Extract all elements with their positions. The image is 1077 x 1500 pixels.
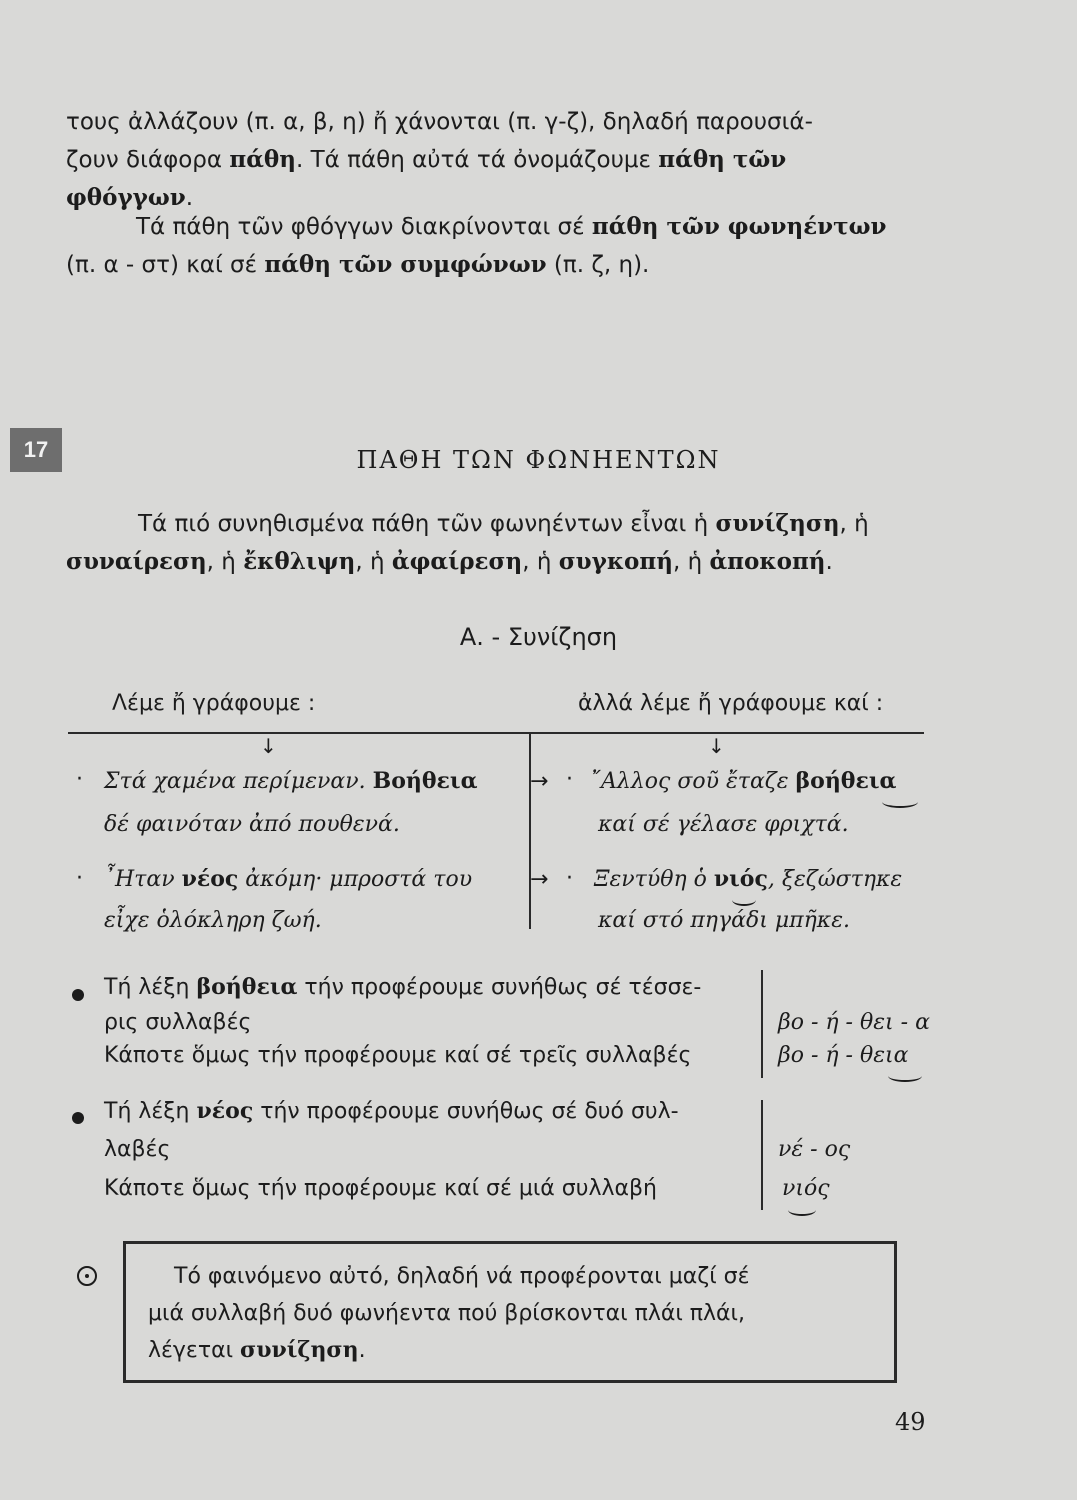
section-number-badge: 17: [10, 428, 62, 472]
row2-left-line1: ῏Ηταν νέος ἀκόμη· μπροστά του: [104, 866, 473, 892]
term-pathi-ton: πάθη τῶν: [658, 146, 787, 173]
row2-right-line1: Ξεντύθη ὁ νιός, ξεζώστηκε: [594, 866, 903, 892]
note1-divider: [761, 970, 763, 1078]
row2-left-line2: εἶχε ὁλόκληρη ζωή.: [104, 908, 322, 933]
note2-line2: λαβές: [104, 1137, 171, 1162]
table-divider: [68, 732, 924, 734]
note2-line1: Τή λέξη νέος τήν προφέρουμε συνήθως σέ δυό συλ-: [104, 1098, 679, 1124]
phenomena-paragraph: Τά πιό συνηθισμένα πάθη τῶν φωνηέντων εἶναι ἡ συνίζηση, ἡ συναίρεση, ἡ ἔκθλιψη, ἡ ἀφαίρεση, ἡ συγκοπή, ἡ ἀποκοπή.: [66, 510, 869, 575]
row1-left-line2: δέ φαινόταν ἀπό πουθενά.: [104, 812, 400, 837]
row1-right-line2: καί σέ γέλασε φριχτά.: [598, 812, 849, 837]
note1-syllables-four: βο - ή - θει - α: [778, 1010, 930, 1035]
word-voitheia-left: Βοήθεια: [372, 768, 478, 794]
rule-line-3: λέγεται συνίζηση.: [148, 1337, 366, 1363]
note1-line2: ρις συλλαβές: [104, 1010, 252, 1035]
bullet-icon: ·: [76, 767, 83, 792]
intro-paragraph-2: Τά πάθη τῶν φθόγγων διακρίνονται σέ πάθη τῶν φωνηέντων (π. α - στ) καί σέ πάθη τῶν συμφώνων (π. ζ, η).: [66, 213, 887, 278]
table-column-divider: [529, 733, 531, 929]
word-voitheia-note: βοήθεια: [196, 974, 298, 1000]
term-apokopi: ἀποκοπή: [709, 548, 826, 575]
table-left-header: Λέμε ἤ γράφουμε :: [112, 691, 316, 716]
rule-marker-icon: [77, 1266, 97, 1286]
bullet-icon: [72, 1112, 84, 1124]
synizesis-arc-mark: [888, 1070, 922, 1082]
term-pathi-symfonon: πάθη τῶν συμφώνων: [264, 251, 547, 278]
row1-left-line1: Στά χαμένα περίμεναν. Βοήθεια: [104, 768, 478, 794]
synizesis-arc-mark: [882, 796, 918, 808]
subsection-title: Α. - Συνίζηση: [459, 623, 618, 651]
note1-line3: Κάποτε ὅμως τήν προφέρουμε καί σέ τρεῖς συλλαβές: [104, 1043, 692, 1068]
term-synairesi: συναίρεση: [66, 548, 207, 575]
synizesis-arc-mark: [788, 1204, 816, 1216]
arrow-down-left-icon: ↓: [260, 734, 277, 758]
term-pathi-fonienton: πάθη τῶν φωνηέντων: [591, 213, 887, 240]
word-neos-note: νέος: [196, 1098, 254, 1124]
note2-syllables-one: νιός: [782, 1176, 830, 1201]
table-right-header: ἀλλά λέμε ἤ γράφουμε καί :: [578, 691, 884, 716]
arrow-down-right-icon: ↓: [708, 734, 725, 758]
word-voitheia-right: βοήθεια: [795, 768, 897, 794]
page-number: 49: [895, 1408, 926, 1436]
section-title: ΠΑΘΗ ΤΩΝ ΦΩΝΗΕΝΤΩΝ: [356, 446, 721, 474]
note2-divider: [761, 1100, 763, 1210]
bullet-icon: ·: [76, 866, 83, 891]
note2-line3: Κάποτε ὅμως τήν προφέρουμε καί σέ μιά συλλαβή: [104, 1176, 657, 1201]
row1-right-line1: ῎Αλλος σοῦ ἔταζε βοήθεια: [590, 768, 897, 794]
term-sygkopi: συγκοπή: [558, 548, 673, 575]
intro-line-1: τους ἀλλάζουν (π. α, β, η) ἤ χάνονται (π. γ-ζ), δηλαδή παρουσιά-: [66, 109, 813, 135]
term-synizisi: συνίζηση: [715, 510, 840, 537]
rule-line-1: Τό φαινόμενο αὐτό, δηλαδή νά προφέρονται μαζί σέ: [174, 1264, 750, 1289]
arrow-right-icon: →: [530, 867, 549, 892]
bullet-icon: ·: [566, 767, 573, 792]
word-nios: νιός: [713, 866, 768, 892]
term-ekthlipsi: ἔκθλιψη: [243, 548, 356, 575]
term-fthoggon: φθόγγων: [66, 184, 186, 211]
synizesis-arc-mark: [732, 894, 756, 906]
note2-syllables-two: νέ - ος: [778, 1137, 851, 1162]
term-pathi: πάθη: [229, 146, 296, 173]
bullet-icon: [72, 989, 84, 1001]
arrow-right-icon: →: [530, 769, 549, 794]
rule-line-2: μιά συλλαβή δυό φωνήεντα πού βρίσκονται πλάι πλάι,: [148, 1301, 745, 1326]
note1-line1: Τή λέξη βοήθεια τήν προφέρουμε συνήθως σέ τέσσε-: [104, 974, 702, 1000]
word-neos: νέος: [181, 866, 239, 892]
note1-syllables-three: βο - ή - θεια: [778, 1043, 909, 1068]
row2-right-line2: καί στό πηγάδι μπῆκε.: [598, 908, 851, 933]
intro-paragraph: τους ἀλλάζουν (π. α, β, η) ἤ χάνονται (π. γ-ζ), δηλαδή παρουσιά- ζουν διάφορα πάθη. Τά πάθη αὐτά τά ὀνομάζουμε πάθη τῶν φθόγγων.: [66, 109, 813, 211]
term-afairesi: ἀφαίρεση: [391, 548, 523, 575]
bullet-icon: ·: [566, 866, 573, 891]
term-synizisi-rule: συνίζηση: [240, 1337, 359, 1363]
